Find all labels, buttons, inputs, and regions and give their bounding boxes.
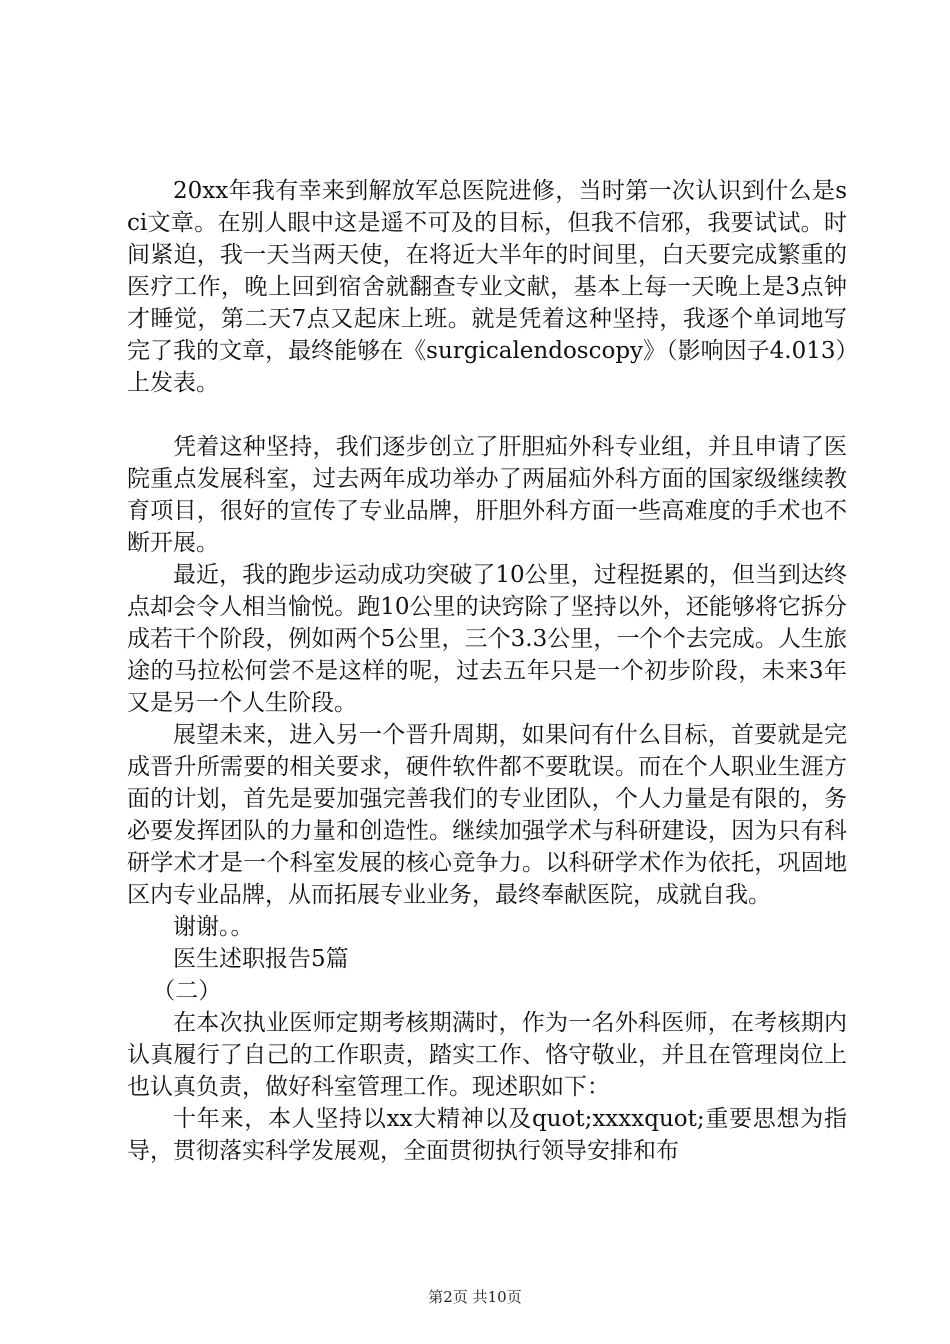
paragraph-running: 最近，我的跑步运动成功突破了10公里，过程挺累的，但当到达终点却会令人相当愉悦。跑10公里的诀窍除了坚持以外，还能够将它拆分成若干个阶段，例如两个5公里，三个3.3公里，一个个去完成。人生旅途的马拉松何尝不是这样的呢，过去五年只是一个初步阶段，未来3年又是另一个人生阶段。: [127, 562, 847, 716]
section-number: （二）: [152, 978, 222, 1004]
paragraph-sci-article: 20xx年我有幸来到解放军总医院进修，当时第一次认识到什么是sci文章。在别人眼中这是遥不可及的目标，但我不信邪，我要试试。时间紧迫，我一天当两天使，在将近大半年的时间里，白天要完成繁重的医疗工作，晚上回到宿舍就翻查专业文献，基本上每一天晚上是3点钟才睡觉，第二天7点又起床上班。就是凭着这种坚持，我逐个单词地写完了我的文章，最终能够在《surgicalendoscopy》（影响因子4.013）上发表。: [127, 178, 847, 396]
paragraph-future: 展望未来，进入另一个晋升周期，如果问有什么目标，首要就是完成晋升所需要的相关要求，硬件软件都不要耽误。而在个人职业生涯方面的计划，首先是要加强完善我们的专业团队，个人力量是有限的，务必要发挥团队的力量和创造性。继续加强学术与科研建设，因为只有科研学术才是一个科室发展的核心竞争力。以科研学术作为依托，巩固地区内专业品牌，从而拓展专业业务，最终奉献医院，成就自我。: [127, 722, 847, 908]
paragraph-ten-years: 十年来，本人坚持以xx大精神以及quot;xxxxquot;重要思想为指导，贯彻落实科学发展观，全面贯彻执行领导安排和布: [127, 1106, 847, 1164]
paragraph-hernia-team: 凭着这种坚持，我们逐步创立了肝胆疝外科专业组，并且申请了医院重点发展科室，过去两年成功举办了两届疝外科方面的国家级继续教育项目，很好的宣传了专业品牌，肝胆外科方面一些高难度的手术也不断开展。: [127, 434, 847, 556]
paragraph-review-intro: 在本次执业医师定期考核期满时，作为一名外科医师，在考核期内认真履行了自己的工作职责，踏实工作、恪守敬业，并且在管理岗位上也认真负责，做好科室管理工作。现述职如下：: [127, 1010, 847, 1100]
thanks-line: 谢谢。。: [173, 914, 254, 940]
document-body: [127, 175, 847, 1167]
section-title: 医生述职报告5篇: [173, 946, 349, 972]
page-footer: 第2页 共10页: [428, 1288, 522, 1306]
